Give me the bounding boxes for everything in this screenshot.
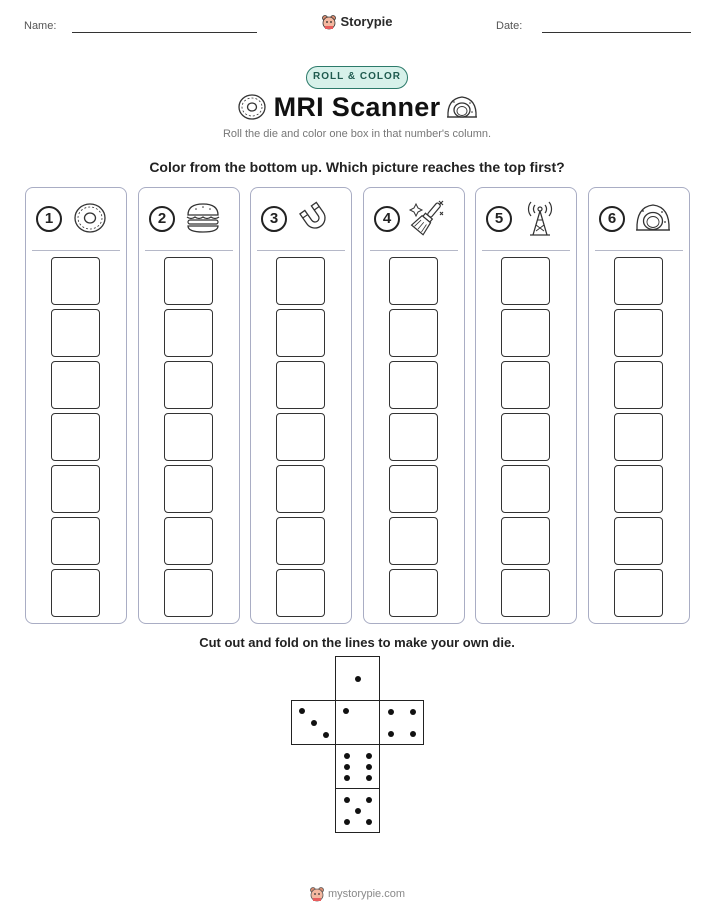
mascot-icon <box>309 886 325 902</box>
mascot-icon <box>321 14 337 30</box>
name-label: Name: <box>24 20 57 32</box>
column-6 <box>588 187 690 624</box>
color-box[interactable] <box>164 465 213 513</box>
color-box[interactable] <box>614 361 663 409</box>
die-face-one <box>335 700 380 745</box>
color-box[interactable] <box>614 413 663 461</box>
color-box[interactable] <box>51 413 100 461</box>
die-pip <box>355 676 361 682</box>
die-pip <box>366 819 372 825</box>
die-pip <box>366 775 372 781</box>
die-pip <box>366 764 372 770</box>
color-box[interactable] <box>614 465 663 513</box>
column-4 <box>363 187 465 624</box>
die-pip <box>366 797 372 803</box>
die-pip <box>323 732 329 738</box>
column-number: 4 <box>374 206 400 232</box>
color-box[interactable] <box>501 569 550 617</box>
donut-icon <box>70 200 110 236</box>
color-box[interactable] <box>389 465 438 513</box>
color-box[interactable] <box>276 517 325 565</box>
color-box[interactable] <box>164 257 213 305</box>
color-box[interactable] <box>51 309 100 357</box>
die-face-six <box>335 744 380 789</box>
die-pip <box>410 731 416 737</box>
date-label: Date: <box>496 20 523 32</box>
brush-sparkle-icon <box>408 198 448 238</box>
color-box[interactable] <box>51 257 100 305</box>
column-divider <box>595 250 683 251</box>
name-line <box>72 32 257 33</box>
color-box[interactable] <box>51 569 100 617</box>
die-face-three <box>291 700 336 745</box>
die-pip <box>344 775 350 781</box>
color-box[interactable] <box>164 413 213 461</box>
brand-logo <box>0 13 714 30</box>
color-box[interactable] <box>164 569 213 617</box>
color-box[interactable] <box>389 517 438 565</box>
color-box[interactable] <box>164 517 213 565</box>
date-line <box>542 32 691 33</box>
brand-name: Storypie <box>340 14 393 30</box>
color-box[interactable] <box>501 413 550 461</box>
column-3 <box>250 187 352 624</box>
die-pip <box>344 819 350 825</box>
color-box[interactable] <box>276 413 325 461</box>
column-divider <box>257 250 345 251</box>
color-box[interactable] <box>389 257 438 305</box>
mri-scanner-icon <box>633 200 673 236</box>
color-box[interactable] <box>276 309 325 357</box>
color-box[interactable] <box>276 569 325 617</box>
die-pip <box>388 731 394 737</box>
column-5 <box>475 187 577 624</box>
footer-link[interactable]: mystorypie.com <box>327 888 406 900</box>
color-box[interactable] <box>614 309 663 357</box>
column-1 <box>25 187 127 624</box>
footer <box>0 886 714 902</box>
die-pip <box>388 709 394 715</box>
color-box[interactable] <box>614 569 663 617</box>
color-box[interactable] <box>276 361 325 409</box>
die-pip <box>344 764 350 770</box>
die-pip <box>410 709 416 715</box>
instruction: Color from the bottom up. Which picture reaches the top first? <box>149 159 565 175</box>
color-box[interactable] <box>501 309 550 357</box>
color-box[interactable] <box>614 517 663 565</box>
burger-icon <box>183 200 223 236</box>
die-face-four <box>379 700 424 745</box>
column-number: 3 <box>261 206 287 232</box>
column-divider <box>32 250 120 251</box>
page-title: MRI Scanner <box>273 92 441 122</box>
die-pip <box>344 753 350 759</box>
column-divider <box>482 250 570 251</box>
color-box[interactable] <box>164 309 213 357</box>
die-face-five <box>335 788 380 833</box>
color-box[interactable] <box>51 361 100 409</box>
column-divider <box>370 250 458 251</box>
die-pip <box>299 708 305 714</box>
radio-tower-icon <box>520 198 560 238</box>
color-box[interactable] <box>276 257 325 305</box>
column-number: 6 <box>599 206 625 232</box>
die-pip <box>344 797 350 803</box>
color-box[interactable] <box>389 309 438 357</box>
color-box[interactable] <box>51 517 100 565</box>
color-box[interactable] <box>389 361 438 409</box>
color-box[interactable] <box>501 517 550 565</box>
column-2 <box>138 187 240 624</box>
color-box[interactable] <box>276 465 325 513</box>
magnet-icon <box>295 200 335 236</box>
mri-scanner-icon <box>445 93 479 121</box>
color-box[interactable] <box>501 361 550 409</box>
die-pip <box>355 808 361 814</box>
color-box[interactable] <box>614 257 663 305</box>
color-box[interactable] <box>51 465 100 513</box>
column-number: 2 <box>149 206 175 232</box>
column-divider <box>145 250 233 251</box>
color-box[interactable] <box>501 465 550 513</box>
die-pip <box>311 720 317 726</box>
column-number: 5 <box>486 206 512 232</box>
column-number: 1 <box>36 206 62 232</box>
die-instruction: Cut out and fold on the lines to make your own die. <box>199 635 515 650</box>
die-pip <box>366 753 372 759</box>
subtitle: Roll the die and color one box in that number's column. <box>222 128 492 140</box>
roll-color-badge: ROLL & COLOR <box>306 66 408 89</box>
die-pip <box>343 708 349 714</box>
color-box[interactable] <box>389 569 438 617</box>
color-box[interactable] <box>389 413 438 461</box>
color-box[interactable] <box>501 257 550 305</box>
color-box[interactable] <box>164 361 213 409</box>
die-face-one <box>335 656 380 701</box>
